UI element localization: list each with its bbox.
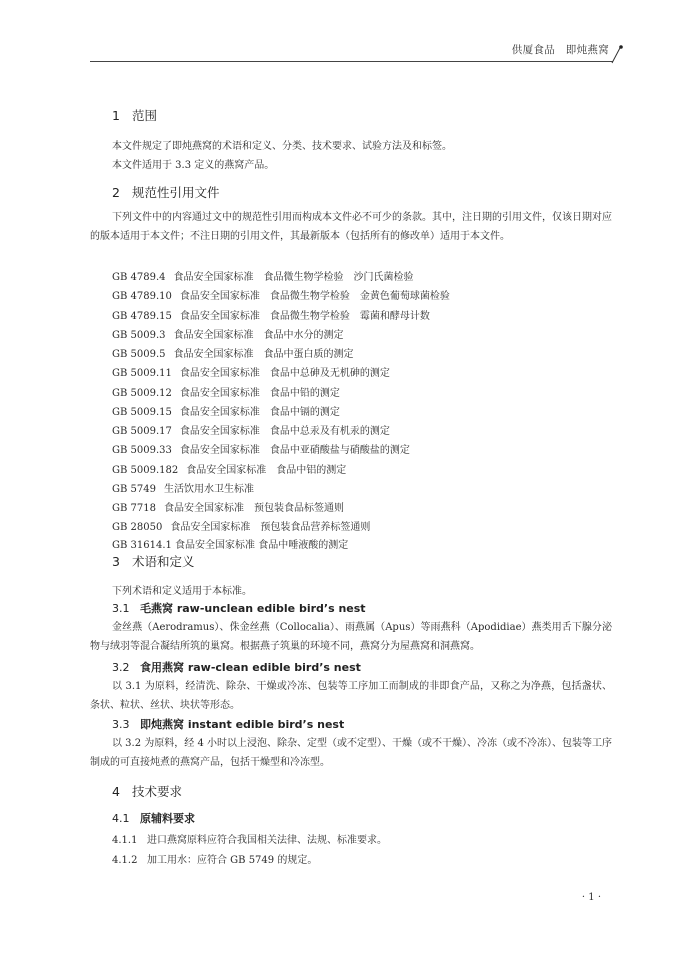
section-3-intro: 下列术语和定义适用于本标准。 — [112, 586, 252, 597]
reference-code: GB 5009.33 — [112, 445, 172, 457]
page-number: · 1 · — [581, 892, 601, 903]
reference-code: GB 5009.3 — [112, 329, 166, 341]
section-2-intro: 下列文件中的内容通过文中的规范性引用而构成本文件必不可少的条款。其中，注日期的引用文件，仅该日期对应的版本适用于本文件；不注日期的引用文件，其最新版本（包括所有的修改单）适用于本文件。 — [90, 212, 612, 242]
reference-part: 食品安全国家标准 — [179, 387, 260, 399]
term-3-3-heading: 3.3 即炖燕窝 instant edible bird’s nest — [112, 718, 345, 731]
clause-4-1-1: 4.1.1 进口燕窝原料应符合我国相关法律、法规、标准要求。 — [112, 835, 387, 846]
section-1-line-1: 本文件规定了即炖燕窝的术语和定义、分类、技术要求、试验方法及和标签。 — [112, 141, 452, 152]
reference-code: GB 5009.182 — [112, 464, 179, 476]
reference-part: 食品中铅的测定 — [269, 387, 340, 399]
reference-part: 金黄色葡萄球菌检验 — [359, 291, 450, 303]
reference-code: GB 5009.15 — [112, 406, 172, 418]
reference-item — [112, 403, 350, 418]
reference-part: 霉菌和酵母计数 — [359, 310, 430, 322]
reference-item — [112, 345, 364, 360]
reference-part: 食品安全国家标准 — [173, 272, 254, 283]
reference-part: 食品中亚硝酸盐与硝酸盐的测定 — [269, 445, 410, 457]
reference-part: 食品安全国家标准 — [186, 464, 267, 476]
reference-part: 预包装食品标签通则 — [253, 503, 344, 514]
section-2-heading: 2 规范性引用文件 — [112, 185, 220, 200]
reference-part: 食品安全国家标准 — [179, 310, 260, 322]
reference-code: GB 5749 — [112, 483, 156, 495]
reference-item — [112, 441, 420, 456]
reference-part: 沙门氏菌检验 — [353, 272, 414, 283]
reference-part: 食品安全国家标准 — [173, 349, 254, 360]
reference-item — [112, 518, 380, 533]
term-3-3-definition: 以 3.2 为原料，经 4 小时以上浸泡、除杂、定型（或不定型）、干燥（或不干燥）、冷冻（或不冷冻）、包装等工序制成的可直接炖煮的燕窝产品，包括干燥型和冷冻型。 — [90, 738, 612, 768]
header-slash-icon — [611, 44, 623, 64]
page-header — [90, 40, 623, 62]
reference-part: 食品安全国家标准 — [179, 426, 260, 437]
reference-item — [112, 499, 354, 514]
header-rule — [90, 61, 613, 62]
term-3-2-definition: 以 3.1 为原料，经清洗、除杂、干燥或冷冻、包装等工序加工而制成的非即食产品，又称之为净燕，包括盏状、条状、粒状、丝状、块状等形态。 — [90, 681, 612, 711]
reference-item — [112, 326, 354, 341]
reference-part: 食品安全国家标准 — [179, 291, 260, 303]
section-4-heading: 4 技术要求 — [112, 784, 183, 799]
reference-part: 食品中蛋白质的测定 — [263, 349, 354, 360]
reference-item — [112, 268, 414, 283]
reference-item — [112, 287, 450, 302]
reference-part: 生活饮用水卫生标准 — [163, 483, 254, 495]
reference-part: 食品安全国家标准 — [179, 368, 260, 380]
reference-code: GB 7718 — [112, 503, 156, 514]
term-3-1-heading: 3.1 毛燕窝 raw-unclean edible bird’s nest — [112, 602, 366, 615]
reference-item — [112, 461, 356, 476]
reference-item — [112, 384, 350, 399]
reference-part: 食品微生物学检验 — [269, 291, 350, 303]
reference-code: GB 4789.4 — [112, 272, 166, 283]
reference-part: 食品微生物学检验 — [269, 310, 350, 322]
term-3-1-definition: 金丝燕（Aerodramus）、侏金丝燕（Collocalia）、雨燕属（Apus）等雨燕科（Apodidiae）燕类用舌下腺分泌物与绒羽等混合凝结所筑的巢窝。根据燕子筑巢的环境不同，燕窝分为屋燕窝和洞燕窝。 — [90, 622, 612, 652]
section-1-heading: 1 范围 — [112, 108, 158, 123]
reference-part: 食品微生物学检验 — [263, 272, 344, 283]
reference-part: 食品安全国家标准 — [173, 329, 254, 341]
reference-part: 食品安全国家标准 — [179, 406, 260, 418]
reference-last: GB 31614.1 食品安全国家标准 食品中唾液酸的测定 — [112, 540, 349, 551]
reference-code: GB 28050 — [112, 522, 163, 534]
reference-code: GB 5009.17 — [112, 426, 172, 437]
reference-item — [112, 480, 264, 495]
reference-part: 食品安全国家标准 — [179, 445, 260, 457]
reference-item — [112, 364, 400, 379]
clause-4-1-2: 4.1.2 加工用水：应符合 GB 5749 的规定。 — [112, 855, 318, 866]
reference-part: 食品安全国家标准 — [163, 503, 244, 514]
reference-part: 食品中镉的测定 — [269, 406, 340, 418]
header-title: 供厦食品 即炖燕窝 — [511, 44, 609, 56]
reference-part: 食品中总汞及有机汞的测定 — [269, 426, 390, 437]
reference-part: 食品中水分的测定 — [263, 329, 344, 341]
reference-part: 食品中总砷及无机砷的测定 — [269, 368, 390, 380]
reference-item — [112, 307, 430, 322]
reference-part: 食品中铝的测定 — [276, 464, 347, 476]
subsection-4-1-heading: 4.1 原辅料要求 — [112, 812, 195, 825]
section-1-line-2: 本文件适用于 3.3 定义的燕窝产品。 — [112, 160, 275, 171]
reference-code: GB 5009.12 — [112, 387, 172, 399]
reference-part: 预包装食品营养标签通则 — [260, 522, 371, 534]
term-3-2-heading: 3.2 食用燕窝 raw-clean edible bird’s nest — [112, 661, 361, 674]
section-3-heading: 3 术语和定义 — [112, 554, 195, 569]
reference-code: GB 5009.5 — [112, 349, 166, 360]
reference-item — [112, 422, 400, 437]
reference-code: GB 4789.15 — [112, 310, 172, 322]
reference-code: GB 4789.10 — [112, 291, 172, 303]
reference-part: 食品安全国家标准 — [170, 522, 251, 534]
reference-code: GB 5009.11 — [112, 368, 172, 380]
